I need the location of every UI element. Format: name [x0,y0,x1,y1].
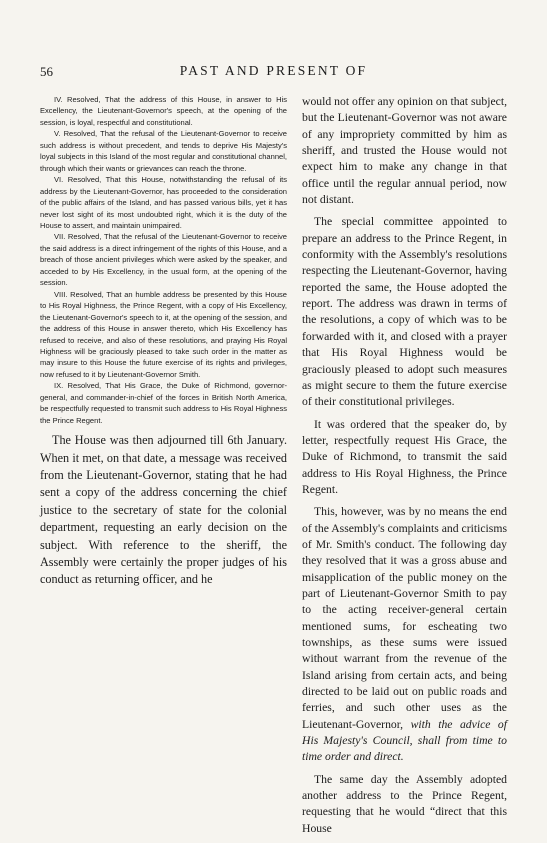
resolution-vii: VII. Resolved, That the refusal of the Lieutenant-Governor to receive the said address is a direct infringement of the rights of this House, and a breach of those ancient privileges which were asked by the speaker, and acceded to by His Excellency, in the usual form, at the opening of the session. [40,232,287,288]
running-head: PAST AND PRESENT OF [179,63,368,78]
resolution-ix: IX. Resolved, That His Grace, the Duke of Richmond, governor-general, and commander-in-chief of the forces in British North America, be respectfully requested to transmit such address to His Royal Highness the Prince Regent. [40,381,287,425]
paragraph-special-committee: The special committee appointed to prepare an address to the Prince Regent, in conformity with the Assembly's resolutions respecting the Lieutenant-Governor, having reported the same, the House adopted the report. The address was drawn in terms of the resolutions, a copy of which was to be forwarded with it, and closed with a prayer that His Royal Highness would be graciously pleased to adopt such measures as might secure to them the future exercise of their constitutional privileges. [302,215,507,409]
paragraph-speaker-letter: It was ordered that the speaker do, by letter, respectfully request His Grace, the Duke of Richmond, to transmit the said address to His Royal Highness, the Prince Regent. [302,417,507,496]
left-column [40,94,287,589]
paragraph-continuation: would not offer any opinion on that subject, but the Lieutenant-Governor was not aware of any impropriety committed by him as sheriff, and trusted the House would not expect him to make any change in that office until the regular annual period, now not distant. [302,95,507,207]
resolution-v: V. Resolved, That the refusal of the Lieutenant-Governor to receive such address is without precedent, and tends to deprive His Majesty's loyal subjects in this Island of the most regular and constitutional channel, through which their wants or grievances can reach the throne. [40,129,287,173]
resolution-viii: VIII. Resolved, That an humble address be presented by this House to His Royal Highness, the Prince Regent, with a copy of His Excellency, the Lieutenant-Governor's speech to it, at the opening of the session, and the address of this House in answer thereto, which His Excellency has refused to receive, and also of these resolutions, and praying His Royal Highness will be graciously pleased to take such order in the matter as may insure to this House the future exercise of its rights and privileges, now refused to it by Lieutenant-Governor Smith. [40,289,287,379]
paragraph-complaints [302,504,507,766]
right-column [302,94,507,843]
page-number: 56 [40,64,53,79]
paragraph-second-address: The same day the Assembly adopted another address to the Prince Regent, requesting that he would “direct that this House [302,772,507,835]
complaints-italic-text: with the advice of His Majesty's Council, shall from time to time order and direct. [302,717,508,764]
complaints-text: This, however, was by no means the end of the Assembly's complaints and criticisms of Mr. Smith's conduct. The following day they resolved that it was a gross abuse and misapplication of the public money on the part of Lieutenant-Governor Smith to pay to the acting receiver-general certain mentioned sums, for escheating two townships, as these sums were issued without warrant from the revenue of the Island arising from certain acts, and being directed to be laid out on public roads and ferries, and such other uses as the Lieutenant-Governor, [302,505,507,731]
resolution-vi: VI. Resolved, That this House, notwithstanding the refusal of its address by the Lieutenant-Governor, has proceeded to the consideration of the public affairs of the Island, and has passed various bills, yet it has never lost sight of its most undoubted right, which it is the duty of the House to assert, and maintain unimpaired. [40,175,287,230]
resolution-iv: IV. Resolved, That the address of this House, in answer to His Excellency, the Lieutenant-Governor's speech, at the opening of the session, is loyal, respectful and constitutional. [40,95,287,127]
paragraph-adjournment: The House was then adjourned till 6th January. When it met, on that date, a message was received from the Lieutenant-Governor, stating that he had sent a copy of the address concerning the chief justice to the secretary of state for the colonial department, requesting an early decision on the subject. With reference to the sheriff, the Assembly were certainly the proper judges of his conduct as returning officer, and he [40,433,287,587]
